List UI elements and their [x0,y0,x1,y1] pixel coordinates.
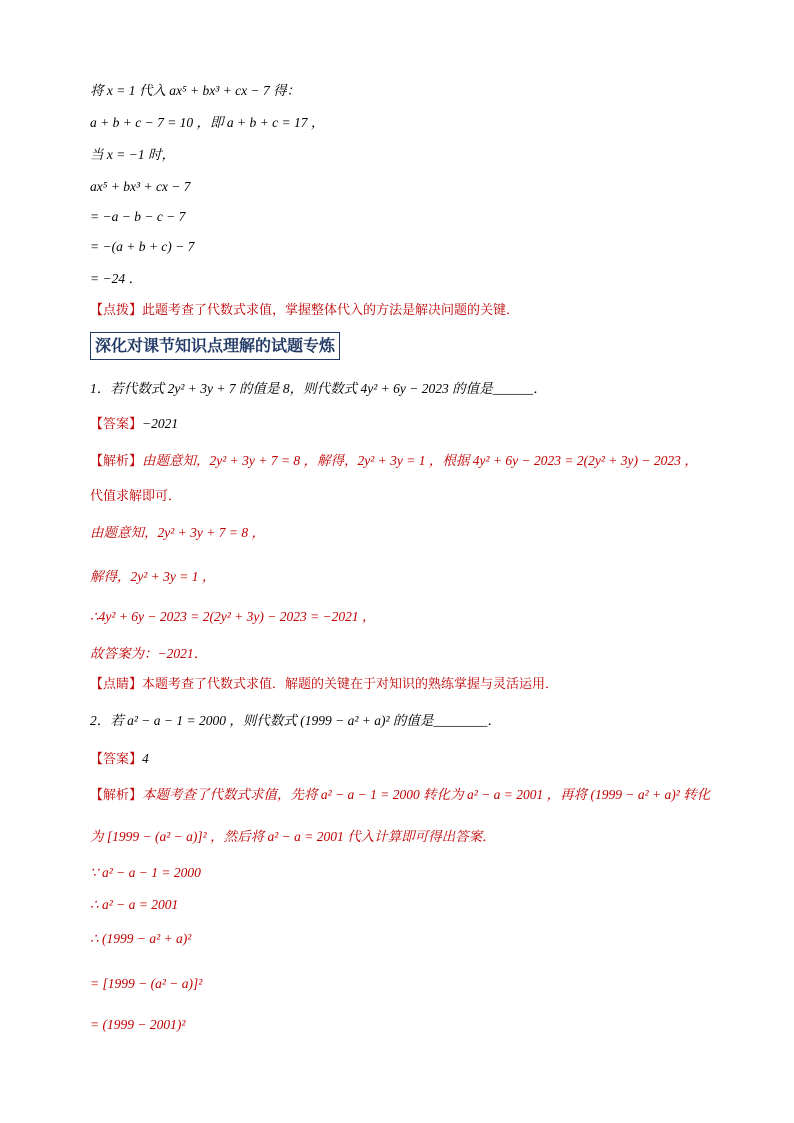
q1-answer [90,415,178,434]
q2-step-5: = (1999 − 2001)² [90,1017,186,1032]
q2-answer-tag: 【答案】 [90,752,143,767]
solution-line-4: ax⁵ + bx³ + cx − 7 [90,179,191,194]
comment-line [90,302,519,320]
solution-line-6: = −(a + b + c) − 7 [90,239,195,254]
solution-line-1: 将 x = 1 代入 ax⁵ + bx³ + cx − 7 得： [90,83,301,98]
q1-analysis-line-2: 代值求解即可． [90,489,182,504]
q2-answer-value: 4 [142,751,149,766]
section-title: 深化对课节知识点理解的试题专炼 [90,332,340,360]
solution-line-7: = −24 ． [90,271,142,286]
solution-line-5: = −a − b − c − 7 [90,209,186,224]
q1-answer-value: −2021 [142,416,179,431]
q1-step-4: 故答案为：−2021． [90,646,208,661]
q1-analysis-tag: 【解析】 [90,454,143,469]
q2-analysis-line-2: 为 [1999 − (a² − a)]² ，然后将 a² − a = 2001 代入计算即可得出答案． [90,829,496,844]
q2-step-2: ∴ a² − a = 2001 [90,897,179,912]
q2-analysis-text: 本题考查了代数式求值，先将 a² − a − 1 = 2000 转化为 a² − a = 2001 ，再将 (1999 − a² + a)² 转化 [142,787,711,802]
q2-step-4: = [1999 − (a² − a)]² [90,976,203,991]
solution-line-3: 当 x = −1 时， [90,147,175,162]
comment-tag: 【点拨】 [90,303,143,318]
q2-analysis-tag: 【解析】 [90,788,143,803]
q2-question: 2．若 a² − a − 1 = 2000 ，则代数式 (1999 − a² + a)² 的值是________． [90,713,501,728]
q2-step-1: ∵ a² − a − 1 = 2000 [90,865,201,880]
comment-text: 此题考查了代数式求值，掌握整体代入的方法是解决问题的关键． [142,303,520,318]
q1-analysis [90,452,698,471]
solution-line-2: a + b + c − 7 = 10 ，即 a + b + c = 17 ， [90,115,325,130]
q1-question: 1．若代数式 2y² + 3y + 7 的值是 8，则代数式 4y² + 6y − 2023 的值是______． [90,381,547,396]
q1-step-3: ∴4y² + 6y − 2023 = 2(2y² + 3y) − 2023 = −2021 ， [90,609,376,624]
q1-comment-tag: 【点睛】 [90,677,143,692]
q1-comment [90,676,558,694]
q1-analysis-text: 由题意知，2y² + 3y + 7 = 8 ，解得，2y² + 3y = 1 ，根据 4y² + 6y − 2023 = 2(2y² + 3y) − 2023 ， [142,453,698,468]
q1-step-2: 解得，2y² + 3y = 1 ， [90,569,216,584]
q1-comment-text: 本题考查了代数式求值．解题的关键在于对知识的熟练掌握与灵活运用． [142,677,559,692]
q2-step-3: ∴ (1999 − a² + a)² [90,931,192,946]
q2-answer [90,750,149,769]
q2-analysis [90,786,710,805]
q1-answer-tag: 【答案】 [90,417,143,432]
q1-step-1: 由题意知，2y² + 3y + 7 = 8 ， [90,525,265,540]
